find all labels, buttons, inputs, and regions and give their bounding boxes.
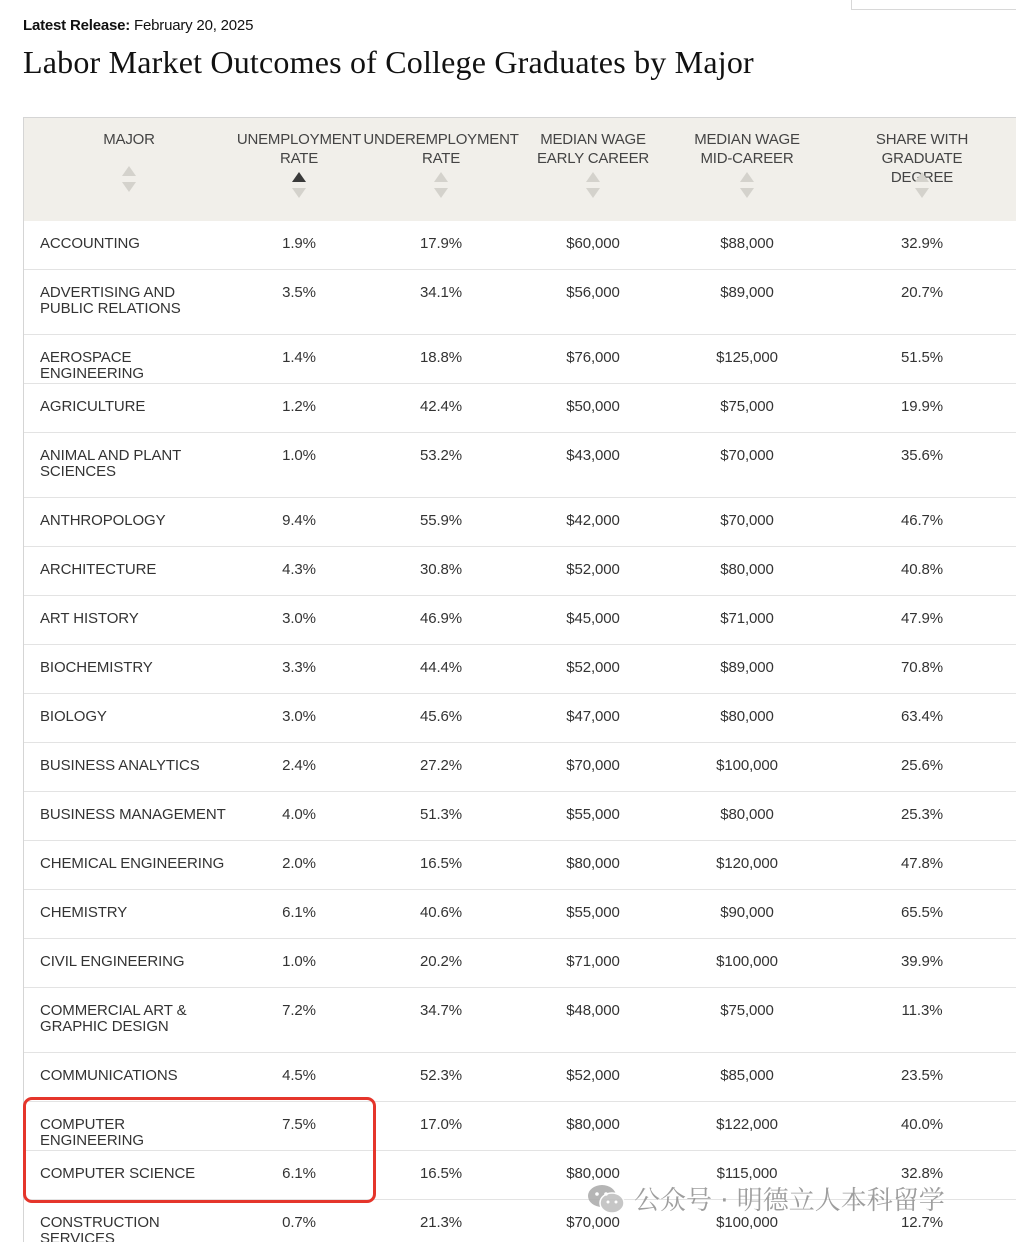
cell-median-wage-early-career: $80,000 xyxy=(566,855,620,872)
cell-median-wage-mid-career: $89,000 xyxy=(720,284,774,301)
cell-share-graduate-degree: 25.3% xyxy=(900,806,944,823)
cell-share-graduate-degree: 35.6% xyxy=(900,447,944,464)
column-header-median-wage-mid-career[interactable] xyxy=(667,130,827,168)
cell-share-graduate-degree: 40.8% xyxy=(900,561,944,578)
cell-median-wage-early-career: $80,000 xyxy=(566,1116,620,1133)
sort-descending-icon[interactable] xyxy=(915,188,929,198)
column-header-label: MAJOR xyxy=(103,131,155,148)
column-header-label: UNDEREMPLOYMENT xyxy=(363,131,519,148)
sort-ascending-icon[interactable] xyxy=(740,172,754,182)
sort-descending-icon[interactable] xyxy=(122,182,136,192)
cell-share-graduate-degree: 46.7% xyxy=(900,512,944,529)
cell-median-wage-mid-career: $80,000 xyxy=(720,708,774,725)
cell-underemployment-rate: 46.9% xyxy=(419,610,463,627)
cell-underemployment-rate: 51.3% xyxy=(419,806,463,823)
sort-arrows-icon[interactable] xyxy=(122,166,136,192)
cell-major: ADVERTISING AND PUBLIC RELATIONS xyxy=(40,284,181,317)
cell-unemployment-rate: 3.5% xyxy=(282,284,316,301)
data-table xyxy=(23,117,1016,1242)
cell-major: AGRICULTURE xyxy=(40,398,146,415)
cell-median-wage-early-career: $71,000 xyxy=(566,953,620,970)
table-row xyxy=(24,384,1016,433)
cell-major: ARCHITECTURE xyxy=(40,561,157,578)
column-header-sublabel: MID-CAREER xyxy=(700,150,794,167)
sort-arrows-icon[interactable] xyxy=(915,172,929,198)
cell-major: COMPUTER ENGINEERING xyxy=(40,1116,144,1149)
column-header-sublabel: DEGREE xyxy=(890,169,954,186)
cell-underemployment-rate: 34.1% xyxy=(419,284,463,301)
cell-unemployment-rate: 6.1% xyxy=(282,1165,316,1182)
cell-major: COMMERCIAL ART & GRAPHIC DESIGN xyxy=(40,1002,187,1035)
cell-unemployment-rate: 2.4% xyxy=(282,757,316,774)
table-row xyxy=(24,270,1016,335)
cell-median-wage-mid-career: $125,000 xyxy=(716,349,778,366)
cell-unemployment-rate: 2.0% xyxy=(282,855,316,872)
release-label: Latest Release: xyxy=(23,17,131,34)
column-header-label: UNEMPLOYMENT xyxy=(236,131,362,148)
cell-median-wage-early-career: $56,000 xyxy=(566,284,620,301)
cell-underemployment-rate: 17.0% xyxy=(419,1116,463,1133)
cell-median-wage-early-career: $43,000 xyxy=(566,447,620,464)
cell-median-wage-mid-career: $70,000 xyxy=(720,512,774,529)
cell-median-wage-mid-career: $120,000 xyxy=(716,855,778,872)
sort-ascending-icon[interactable] xyxy=(915,172,929,182)
cell-median-wage-mid-career: $100,000 xyxy=(716,757,778,774)
cell-share-graduate-degree: 11.3% xyxy=(901,1002,943,1019)
cell-median-wage-mid-career: $100,000 xyxy=(716,953,778,970)
table-row xyxy=(24,890,1016,939)
sort-arrows-icon[interactable] xyxy=(586,172,600,198)
sort-descending-icon[interactable] xyxy=(292,188,306,198)
cell-underemployment-rate: 18.8% xyxy=(419,349,463,366)
cell-share-graduate-degree: 25.6% xyxy=(900,757,944,774)
column-header-label: MEDIAN WAGE xyxy=(694,131,800,148)
table-row xyxy=(24,694,1016,743)
cell-underemployment-rate: 42.4% xyxy=(419,398,463,415)
cell-median-wage-mid-career: $70,000 xyxy=(720,447,774,464)
table-row xyxy=(24,792,1016,841)
table-row xyxy=(24,221,1016,270)
cell-median-wage-mid-career: $80,000 xyxy=(720,806,774,823)
cell-major: ANIMAL AND PLANT SCIENCES xyxy=(40,447,181,480)
cell-unemployment-rate: 3.3% xyxy=(282,659,316,676)
cell-median-wage-early-career: $47,000 xyxy=(566,708,620,725)
cell-underemployment-rate: 27.2% xyxy=(419,757,463,774)
sort-arrows-icon[interactable] xyxy=(292,172,306,198)
cell-underemployment-rate: 45.6% xyxy=(419,708,463,725)
table-row xyxy=(24,988,1016,1053)
cell-unemployment-rate: 4.0% xyxy=(282,806,316,823)
cell-unemployment-rate: 7.2% xyxy=(282,1002,316,1019)
table-row xyxy=(24,433,1016,498)
cell-median-wage-mid-career: $71,000 xyxy=(720,610,774,627)
watermark-text: 公众号 · 明德立人本科留学 xyxy=(634,1186,945,1216)
cell-median-wage-mid-career: $89,000 xyxy=(720,659,774,676)
cell-median-wage-early-career: $60,000 xyxy=(566,235,620,252)
cell-share-graduate-degree: 47.9% xyxy=(900,610,944,627)
cell-median-wage-mid-career: $122,000 xyxy=(716,1116,778,1133)
cell-share-graduate-degree: 51.5% xyxy=(900,349,944,366)
column-header-median-wage-early-career[interactable] xyxy=(513,130,673,168)
cell-unemployment-rate: 6.1% xyxy=(282,904,316,921)
cell-median-wage-early-career: $45,000 xyxy=(566,610,620,627)
column-header-unemployment-rate[interactable] xyxy=(219,130,379,168)
cell-unemployment-rate: 4.5% xyxy=(282,1067,316,1084)
cell-major: ACCOUNTING xyxy=(40,235,140,252)
cell-major: BIOLOGY xyxy=(40,708,107,725)
sort-descending-icon[interactable] xyxy=(434,188,448,198)
wechat-icon xyxy=(586,1182,626,1216)
release-line xyxy=(23,17,253,34)
cell-median-wage-early-career: $70,000 xyxy=(566,757,620,774)
cell-unemployment-rate: 7.5% xyxy=(282,1116,316,1133)
cell-unemployment-rate: 0.7% xyxy=(282,1214,316,1231)
cell-underemployment-rate: 34.7% xyxy=(419,1002,463,1019)
cell-major: BUSINESS ANALYTICS xyxy=(40,757,200,774)
table-body xyxy=(24,221,1016,1242)
cell-unemployment-rate: 1.2% xyxy=(282,398,316,415)
cell-unemployment-rate: 1.0% xyxy=(282,953,316,970)
cell-major: COMPUTER SCIENCE xyxy=(40,1165,196,1182)
cell-share-graduate-degree: 40.0% xyxy=(900,1116,944,1133)
cell-underemployment-rate: 21.3% xyxy=(419,1214,463,1231)
sort-descending-icon[interactable] xyxy=(740,188,754,198)
sort-arrows-icon[interactable] xyxy=(740,172,754,198)
sort-descending-icon[interactable] xyxy=(586,188,600,198)
cell-major: COMMUNICATIONS xyxy=(40,1067,178,1084)
cell-underemployment-rate: 20.2% xyxy=(419,953,463,970)
table-row xyxy=(24,547,1016,596)
column-header-underemployment-rate[interactable] xyxy=(361,130,521,168)
cell-major: CIVIL ENGINEERING xyxy=(40,953,185,970)
cell-underemployment-rate: 40.6% xyxy=(419,904,463,921)
cell-median-wage-early-career: $52,000 xyxy=(566,659,620,676)
cell-median-wage-early-career: $52,000 xyxy=(566,561,620,578)
cell-median-wage-early-career: $52,000 xyxy=(566,1067,620,1084)
cell-underemployment-rate: 52.3% xyxy=(419,1067,463,1084)
cell-median-wage-early-career: $55,000 xyxy=(566,806,620,823)
table-row xyxy=(24,743,1016,792)
cell-share-graduate-degree: 19.9% xyxy=(900,398,944,415)
watermark xyxy=(586,1180,945,1217)
cell-median-wage-mid-career: $90,000 xyxy=(720,904,774,921)
cell-underemployment-rate: 16.5% xyxy=(419,1165,463,1182)
sort-ascending-icon[interactable] xyxy=(292,172,306,182)
cell-share-graduate-degree: 20.7% xyxy=(900,284,944,301)
cell-median-wage-early-career: $70,000 xyxy=(566,1214,620,1231)
table-row xyxy=(24,645,1016,694)
cell-median-wage-mid-career: $75,000 xyxy=(720,1002,774,1019)
cell-major: BUSINESS MANAGEMENT xyxy=(40,806,226,823)
cell-underemployment-rate: 44.4% xyxy=(419,659,463,676)
cell-share-graduate-degree: 12.7% xyxy=(900,1214,944,1231)
cell-underemployment-rate: 30.8% xyxy=(419,561,463,578)
column-header-label: SHARE WITH GRADUATE xyxy=(875,131,969,167)
table-row xyxy=(24,841,1016,890)
cell-unemployment-rate: 3.0% xyxy=(282,610,316,627)
cell-share-graduate-degree: 65.5% xyxy=(900,904,944,921)
cell-major: BIOCHEMISTRY xyxy=(40,659,153,676)
cell-underemployment-rate: 17.9% xyxy=(419,235,463,252)
cell-unemployment-rate: 1.4% xyxy=(282,349,316,366)
table-header xyxy=(24,118,1016,221)
cell-underemployment-rate: 55.9% xyxy=(419,512,463,529)
cell-underemployment-rate: 16.5% xyxy=(419,855,463,872)
cell-unemployment-rate: 1.9% xyxy=(282,235,316,252)
cell-median-wage-early-career: $42,000 xyxy=(566,512,620,529)
column-header-sublabel: RATE xyxy=(421,150,461,167)
page-title: Labor Market Outcomes of College Graduates by Major xyxy=(23,44,754,80)
sort-arrows-icon[interactable] xyxy=(434,172,448,198)
cell-median-wage-early-career: $80,000 xyxy=(566,1165,620,1182)
cell-major: ART HISTORY xyxy=(40,610,139,627)
cell-median-wage-mid-career: $75,000 xyxy=(720,398,774,415)
cell-median-wage-mid-career: $80,000 xyxy=(720,561,774,578)
table-row xyxy=(24,596,1016,645)
cell-major: CHEMISTRY xyxy=(40,904,128,921)
sort-ascending-icon[interactable] xyxy=(434,172,448,182)
cell-share-graduate-degree: 70.8% xyxy=(900,659,944,676)
table-row xyxy=(24,1053,1016,1102)
cell-share-graduate-degree: 23.5% xyxy=(900,1067,944,1084)
release-date: February 20, 2025 xyxy=(134,17,254,34)
table-row xyxy=(24,939,1016,988)
cell-share-graduate-degree: 63.4% xyxy=(900,708,944,725)
cell-unemployment-rate: 1.0% xyxy=(282,447,316,464)
cell-median-wage-mid-career: $88,000 xyxy=(720,235,774,252)
sort-ascending-icon[interactable] xyxy=(122,166,136,176)
table-row xyxy=(24,498,1016,547)
top-right-box xyxy=(851,0,1016,10)
cell-share-graduate-degree: 39.9% xyxy=(900,953,944,970)
sort-ascending-icon[interactable] xyxy=(586,172,600,182)
cell-major: CONSTRUCTION SERVICES xyxy=(40,1214,160,1242)
cell-major: AEROSPACE ENGINEERING xyxy=(40,349,144,382)
table-row xyxy=(24,335,1016,384)
cell-share-graduate-degree: 47.8% xyxy=(900,855,944,872)
cell-median-wage-early-career: $55,000 xyxy=(566,904,620,921)
cell-major: ANTHROPOLOGY xyxy=(40,512,166,529)
cell-median-wage-mid-career: $115,000 xyxy=(716,1165,778,1182)
column-header-major[interactable] xyxy=(49,130,209,149)
cell-unemployment-rate: 3.0% xyxy=(282,708,316,725)
column-header-sublabel: RATE xyxy=(279,150,319,167)
cell-major: CHEMICAL ENGINEERING xyxy=(40,855,225,872)
cell-share-graduate-degree: 32.8% xyxy=(900,1165,944,1182)
column-header-sublabel: EARLY CAREER xyxy=(536,150,650,167)
cell-underemployment-rate: 53.2% xyxy=(419,447,463,464)
cell-median-wage-mid-career: $85,000 xyxy=(720,1067,774,1084)
cell-share-graduate-degree: 32.9% xyxy=(900,235,944,252)
cell-unemployment-rate: 4.3% xyxy=(282,561,316,578)
cell-median-wage-early-career: $76,000 xyxy=(566,349,620,366)
table-row xyxy=(24,1102,1016,1151)
cell-median-wage-early-career: $48,000 xyxy=(566,1002,620,1019)
cell-median-wage-mid-career: $100,000 xyxy=(716,1214,778,1231)
cell-unemployment-rate: 9.4% xyxy=(282,512,316,529)
cell-median-wage-early-career: $50,000 xyxy=(566,398,620,415)
column-header-label: MEDIAN WAGE xyxy=(540,131,646,148)
